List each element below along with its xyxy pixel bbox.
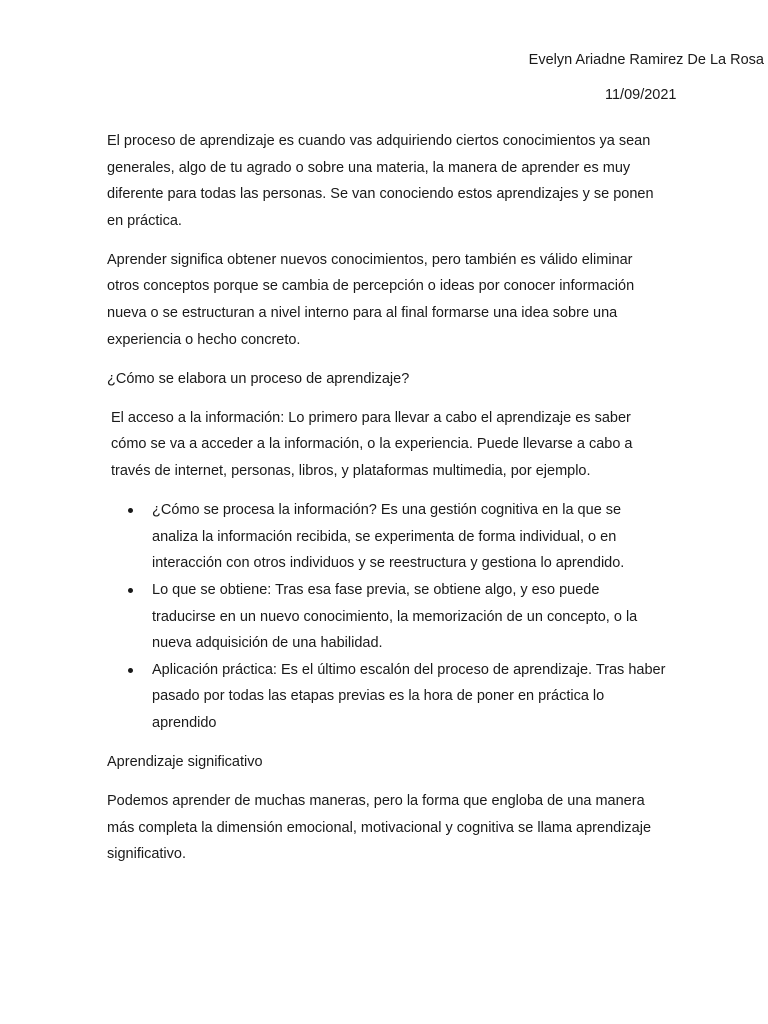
bullet-icon bbox=[128, 508, 133, 513]
author-name: Evelyn Ariadne Ramirez De La Rosa bbox=[528, 52, 764, 68]
bullet-icon bbox=[128, 668, 133, 673]
document-body bbox=[107, 128, 667, 880]
list-item bbox=[152, 657, 667, 737]
document-date: 11/09/2021 bbox=[605, 87, 677, 103]
list-item bbox=[152, 497, 667, 577]
question-heading: ¿Cómo se elabora un proceso de aprendizaje? bbox=[107, 370, 410, 387]
list-item-text: Aplicación práctica: Es el último escalón del proceso de aprendizaje. Tras haber pasado por todas las etapas previas es la hora de poner en práctica lo aprendido bbox=[152, 661, 666, 731]
paragraph-intro: El proceso de aprendizaje es cuando vas adquiriendo ciertos conocimientos ya sean generales, algo de tu agrado o sobre una materia, la manera de aprender es muy diferente para todas las personas. Se van conociendo estos aprendizajes y se ponen en práctica. bbox=[107, 133, 654, 229]
list-item-text: Lo que se obtiene: Tras esa fase previa, se obtiene algo, y eso puede traducirse en un nuevo conocimiento, la memorización de un concepto, o la nueva adquisición de una habilidad. bbox=[152, 581, 638, 652]
paragraph-access: El acceso a la información: Lo primero para llevar a cabo el aprendizaje es saber cómo se va a acceder a la información, o la experiencia. Puede llevarse a cabo a través de internet, personas, libros, y plataformas multimedia, por ejemplo. bbox=[111, 409, 633, 480]
section-heading: Aprendizaje significativo bbox=[107, 753, 263, 770]
paragraph-conclusion: Podemos aprender de muchas maneras, pero la forma que engloba de una manera más completa la dimensión emocional, motivacional y cognitiva se llama aprendizaje significativo. bbox=[107, 793, 652, 863]
paragraph-definition: Aprender significa obtener nuevos conocimientos, pero también es válido eliminar otros conceptos porque se cambia de percepción o ideas por conocer información nueva o se estructuran a nivel interno para al final formarse una idea sobre una experiencia o hecho concreto. bbox=[107, 251, 635, 348]
list-item bbox=[152, 577, 667, 657]
bullet-icon bbox=[128, 588, 133, 593]
bullet-list bbox=[107, 497, 667, 736]
list-item-text: ¿Cómo se procesa la información? Es una gestión cognitiva en la que se analiza la información recibida, se experimenta de forma individual, o en interacción con otros individuos y se reestructura y gestiona lo aprendido. bbox=[152, 502, 625, 572]
